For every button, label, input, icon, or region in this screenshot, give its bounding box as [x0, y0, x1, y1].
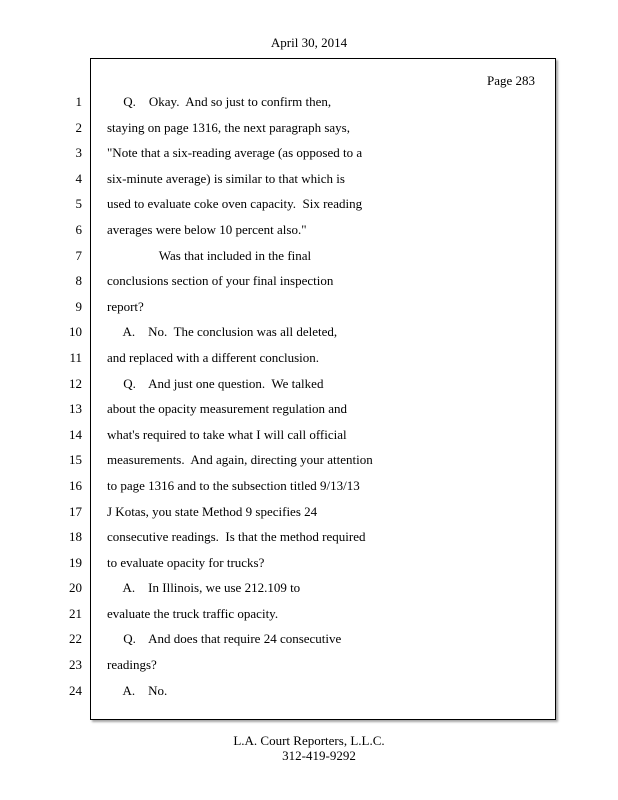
transcript-line: six-minute average) is similar to that which is	[107, 170, 345, 186]
line-number: 4	[75, 170, 82, 186]
transcript-text-column	[107, 92, 547, 706]
transcript-line: A. No. The conclusion was all deleted,	[107, 324, 338, 340]
line-number: 24	[69, 682, 82, 698]
line-number: 3	[75, 145, 82, 161]
footer-company: L.A. Court Reporters, L.L.C.	[233, 733, 385, 748]
header-date: April 30, 2014	[270, 35, 348, 50]
transcript-line: evaluate the truck traffic opacity.	[107, 605, 279, 621]
line-number: 8	[75, 273, 82, 289]
line-number: 19	[69, 554, 82, 570]
line-number: 11	[69, 349, 82, 365]
transcript-line: about the opacity measurement regulation and	[107, 401, 348, 417]
line-number: 9	[75, 298, 82, 314]
transcript-line: report?	[107, 298, 144, 314]
transcript-line: what's required to take what I will call official	[107, 426, 347, 442]
line-number: 18	[69, 529, 82, 545]
line-number-column	[50, 92, 82, 706]
transcript-line: A. In Illinois, we use 212.109 to	[107, 580, 301, 596]
transcript-line: J Kotas, you state Method 9 specifies 24	[107, 503, 318, 519]
transcript-line: Q. And does that require 24 consecutive	[107, 631, 342, 647]
line-number: 21	[69, 605, 82, 621]
transcript-line: and replaced with a different conclusion.	[107, 349, 320, 365]
footer-phone: 312-419-9292	[282, 748, 356, 763]
transcript-line: averages were below 10 percent also."	[107, 221, 307, 237]
transcript-line: Was that included in the final	[107, 247, 312, 263]
transcript-line: "Note that a six-reading average (as opposed to a	[107, 145, 363, 161]
line-number: 23	[69, 657, 82, 673]
line-number: 2	[75, 119, 82, 135]
line-number: 13	[69, 401, 82, 417]
line-number: 12	[69, 375, 82, 391]
page-number: Page 283	[487, 73, 536, 88]
transcript-line: readings?	[107, 657, 157, 673]
line-number: 17	[69, 503, 82, 519]
transcript-line: measurements. And again, directing your attention	[107, 452, 373, 468]
transcript-line: consecutive readings. Is that the method required	[107, 529, 366, 545]
line-number: 14	[69, 426, 82, 442]
line-number: 1	[75, 94, 82, 109]
transcript-line: staying on page 1316, the next paragraph says,	[107, 119, 350, 135]
transcript-line: Q. Okay. And so just to confirm then,	[107, 94, 332, 109]
line-number: 5	[75, 196, 82, 212]
line-number: 7	[75, 247, 82, 263]
line-number: 15	[69, 452, 82, 468]
line-number: 20	[69, 580, 82, 596]
line-number: 10	[69, 324, 82, 340]
transcript-line: to page 1316 and to the subsection titled 9/13/13	[107, 477, 360, 493]
transcript-line: Q. And just one question. We talked	[107, 375, 324, 391]
line-number: 22	[69, 631, 82, 647]
transcript-line: to evaluate opacity for trucks?	[107, 554, 265, 570]
line-number: 6	[75, 221, 82, 237]
transcript-line: conclusions section of your final inspection	[107, 273, 334, 289]
line-number: 16	[69, 477, 82, 493]
transcript-line: used to evaluate coke oven capacity. Six reading	[107, 196, 363, 212]
transcript-line: A. No.	[107, 682, 168, 698]
